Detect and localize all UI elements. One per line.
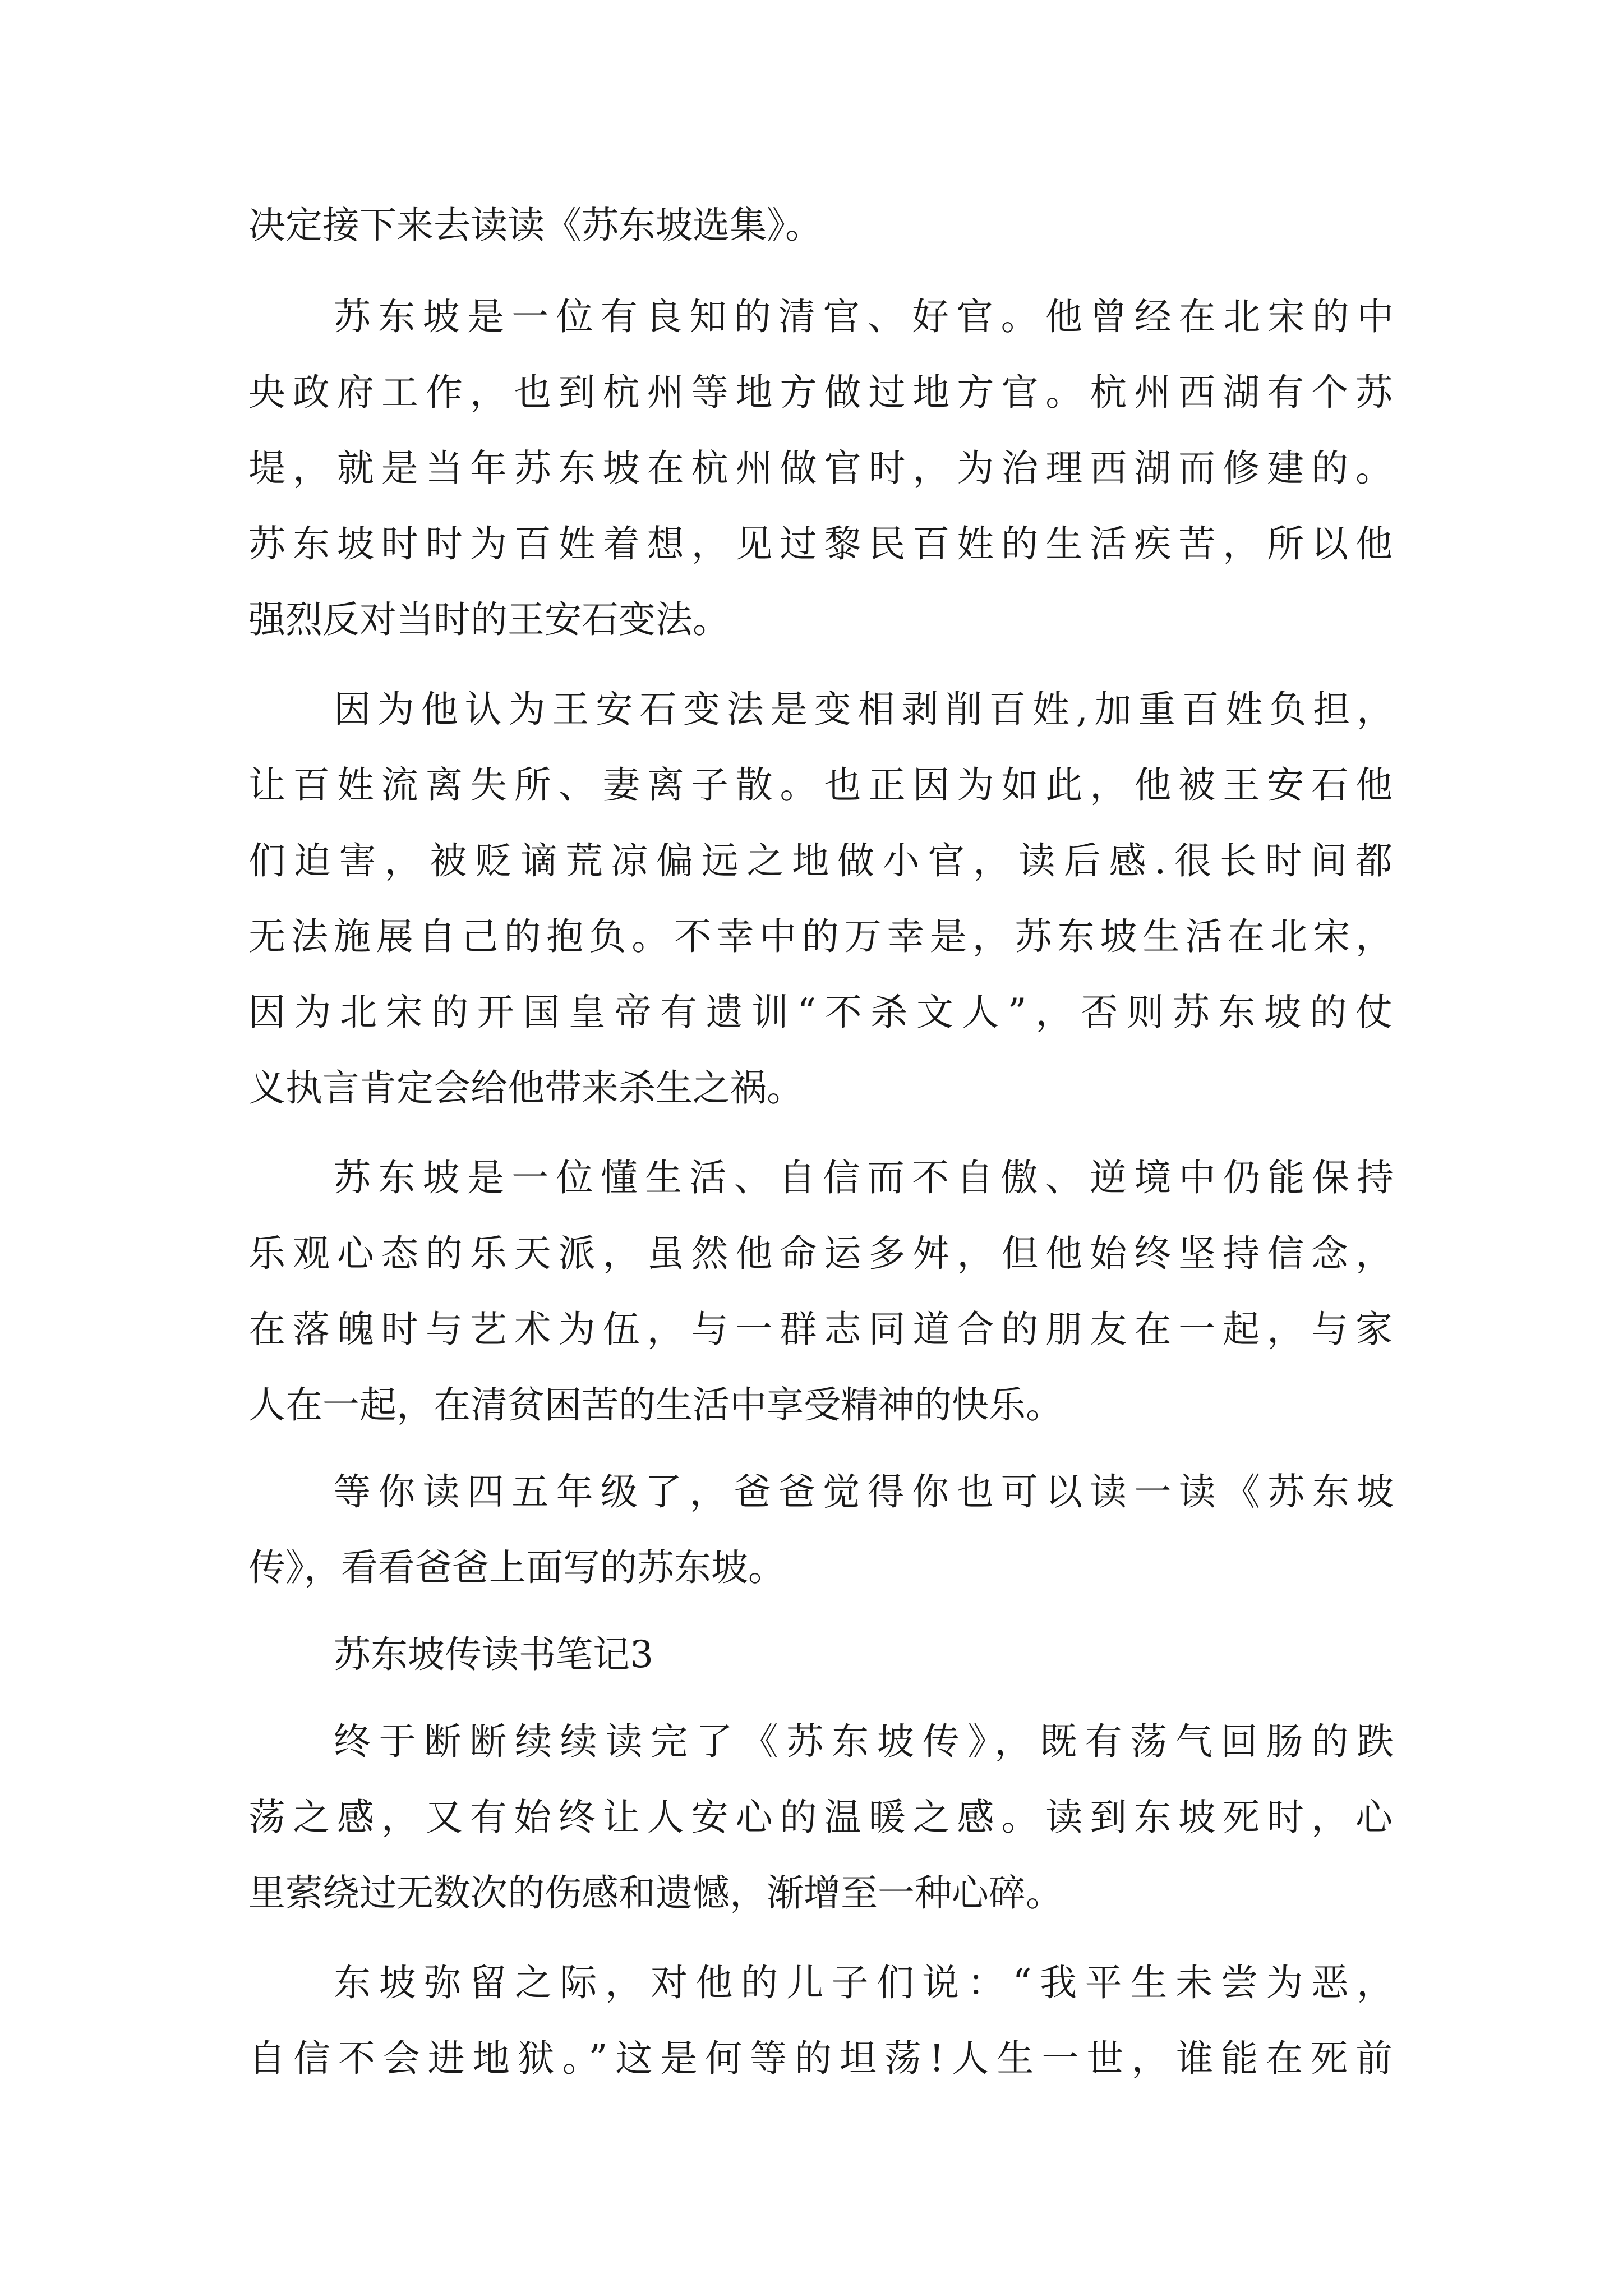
paragraph-2-line-5: 因为北宋的开国皇帝有遗训“不杀文人”，否则苏东坡的仗 (248, 991, 1393, 1034)
paragraph-2-line-6: 义执言肯定会给他带来杀生之祸。 (248, 1066, 804, 1110)
paragraph-2-line-2: 让百姓流离失所、妻离子散。也正因为如此，他被王安石他 (248, 763, 1393, 807)
paragraph-1-line-2: 央政府工作，也到杭州等地方做过地方官。杭州西湖有个苏 (248, 371, 1393, 414)
paragraph-2-line-4: 无法施展自己的抱负。不幸中的万幸是，苏东坡生活在北宋， (248, 915, 1393, 958)
paragraph-3-line-4: 人在一起，在清贫困苦的生活中享受精神的快乐。 (248, 1383, 1063, 1427)
paragraph-4-line-2: 传》，看看爸爸上面写的苏东坡。 (248, 1546, 785, 1589)
paragraph-5-line-1: 终于断断续续读完了《苏东坡传》，既有荡气回肠的跌 (334, 1720, 1394, 1763)
section-heading: 苏东坡传读书笔记3 (334, 1633, 653, 1676)
paragraph-3-line-2: 乐观心态的乐天派，虽然他命运多舛，但他始终坚持信念， (248, 1232, 1393, 1275)
paragraph-1-line-1: 苏东坡是一位有良知的清官、好官。他曾经在北宋的中 (334, 295, 1394, 338)
paragraph-1-line-5: 强烈反对当时的王安石变法。 (248, 598, 730, 641)
paragraph-1-line-3: 堤，就是当年苏东坡在杭州做官时，为治理西湖而修建的。 (248, 447, 1393, 490)
text-line-1: 决定接下来去读读《苏东坡选集》。 (248, 204, 822, 247)
paragraph-2-line-3: 们迫害，被贬谪荒凉偏远之地做小官，读后感.很长时间都 (248, 839, 1393, 882)
paragraph-2-line-1: 因为他认为王安石变法是变相剥削百姓,加重百姓负担， (334, 688, 1394, 731)
paragraph-1-line-4: 苏东坡时时为百姓着想，见过黎民百姓的生活疾苦，所以他 (248, 522, 1393, 565)
paragraph-5-line-2: 荡之感，又有始终让人安心的温暖之感。读到东坡死时，心 (248, 1796, 1393, 1839)
paragraph-6-line-1: 东坡弥留之际，对他的儿子们说：“我平生未尝为恶， (334, 1961, 1394, 2004)
paragraph-3-line-3: 在落魄时与艺术为伍，与一群志同道合的朋友在一起，与家 (248, 1308, 1393, 1351)
paragraph-5-line-3: 里萦绕过无数次的伤感和遗憾，渐增至一种心碎。 (248, 1871, 1063, 1915)
paragraph-3-line-1: 苏东坡是一位懂生活、自信而不自傲、逆境中仍能保持 (334, 1156, 1394, 1199)
paragraph-4-line-1: 等你读四五年级了，爸爸觉得你也可以读一读《苏东坡 (334, 1470, 1394, 1513)
paragraph-6-line-2: 自信不会进地狱。”这是何等的坦荡!人生一世，谁能在死前 (248, 2037, 1393, 2080)
